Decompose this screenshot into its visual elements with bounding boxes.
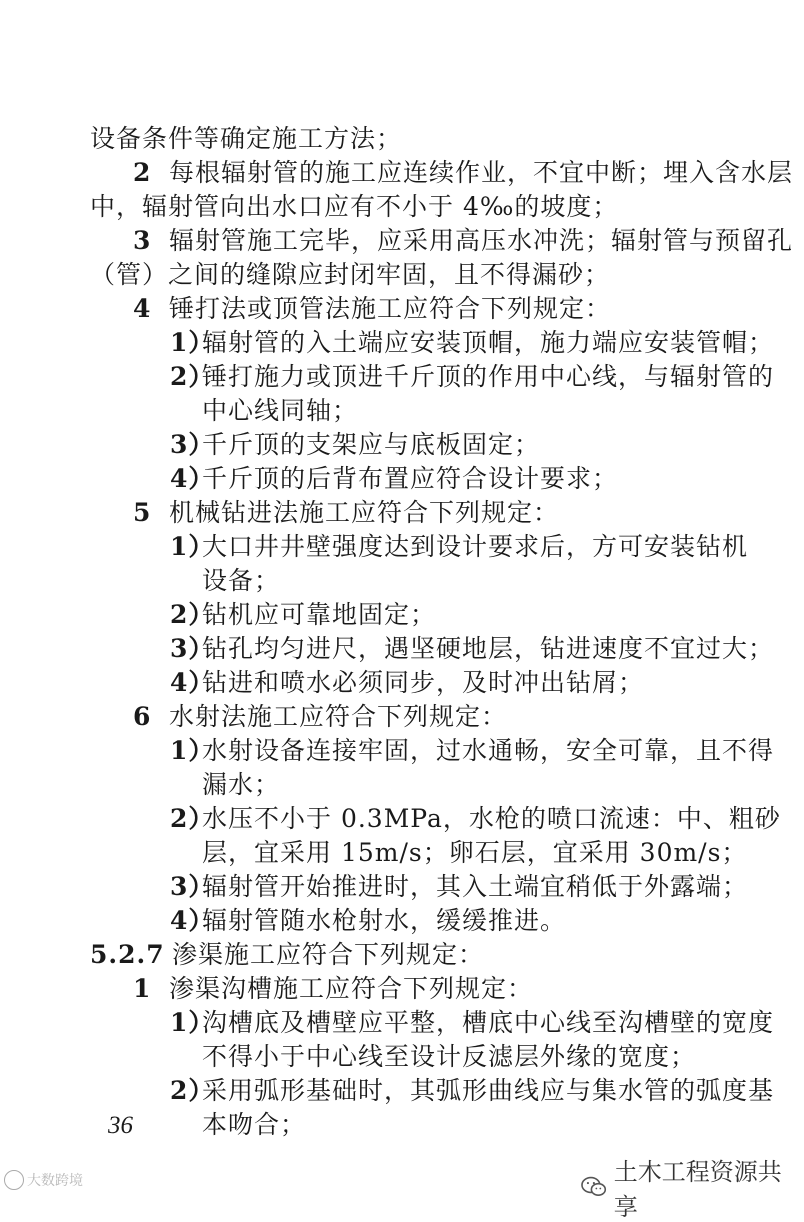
line-25: 1 渗渠沟槽施工应符合下列规定： <box>133 974 534 1003</box>
line-7: 2）锤打施力或顶进千斤顶的作用中心线，与辐射管的 <box>170 362 775 391</box>
line-19: 漏水； <box>202 770 281 799</box>
line-14: 2）钻机应可靠地固定； <box>170 600 437 629</box>
line-5: 4 锤打法或顶管法施工应符合下列规定： <box>133 294 612 323</box>
watermark-logo-icon <box>4 1170 24 1190</box>
line-29: 本吻合； <box>202 1110 307 1139</box>
line-24: 5.2.7 渗渠施工应符合下列规定： <box>90 940 485 969</box>
line-16: 4）钻进和喷水必须同步，及时冲出钻屑； <box>170 668 645 697</box>
line-11: 5 机械钻进法施工应符合下列规定： <box>133 498 560 527</box>
watermark-left <box>4 1170 83 1190</box>
line-27: 不得小于中心线至设计反滤层外缘的宽度； <box>202 1042 697 1071</box>
line-26: 1）沟槽底及槽壁应平整，槽底中心线至沟槽壁的宽度 <box>170 1008 775 1037</box>
line-8: 中心线同轴； <box>202 396 359 425</box>
line-12: 1）大口井井壁强度达到设计要求后，方可安装钻机 <box>170 532 749 561</box>
line-23: 4）辐射管随水枪射水，缓缓推进。 <box>170 906 567 935</box>
watermark-left-text: 大数跨境 <box>27 1172 83 1188</box>
watermark-right-text: 土木工程资源共享 <box>613 1158 782 1221</box>
line-15: 3）钻孔均匀进尺，遇坚硬地层，钻进速度不宜过大； <box>170 634 775 663</box>
line-4: （管）之间的缝隙应封闭牢固，且不得漏砂； <box>90 260 611 289</box>
line-1: 2 每根辐射管的施工应连续作业，不宜中断；埋入含水层 <box>133 158 794 187</box>
line-18: 1）水射设备连接牢固，过水通畅，安全可靠，且不得 <box>170 736 775 765</box>
line-10: 4）千斤顶的后背布置应符合设计要求； <box>170 464 619 493</box>
line-17: 6 水射法施工应符合下列规定： <box>133 702 508 731</box>
line-3: 3 辐射管施工完毕，应采用高压水冲洗；辐射管与预留孔 <box>133 226 794 255</box>
line-13: 设备； <box>202 566 281 595</box>
line-21: 层，宜采用 15m/s；卵石层，宜采用 30m/s； <box>202 838 748 867</box>
line-2: 中，辐射管向出水口应有不小于 4‰的坡度； <box>90 192 619 221</box>
line-20: 2）水压不小于 0.3MPa，水枪的喷口流速：中、粗砂 <box>170 804 781 833</box>
line-22: 3）辐射管开始推进时，其入土端宜稍低于外露端； <box>170 872 749 901</box>
line-9: 3）千斤顶的支架应与底板固定； <box>170 430 541 459</box>
line-0: 设备条件等确定施工方法； <box>90 124 403 153</box>
line-6: 1）辐射管的入土端应安装顶帽，施力端应安装管帽； <box>170 328 775 357</box>
page-number: 36 <box>108 1112 133 1139</box>
line-28: 2）采用弧形基础时，其弧形曲线应与集水管的弧度基 <box>170 1076 775 1105</box>
wechat-icon <box>580 1175 608 1199</box>
watermark-right <box>580 1152 804 1222</box>
